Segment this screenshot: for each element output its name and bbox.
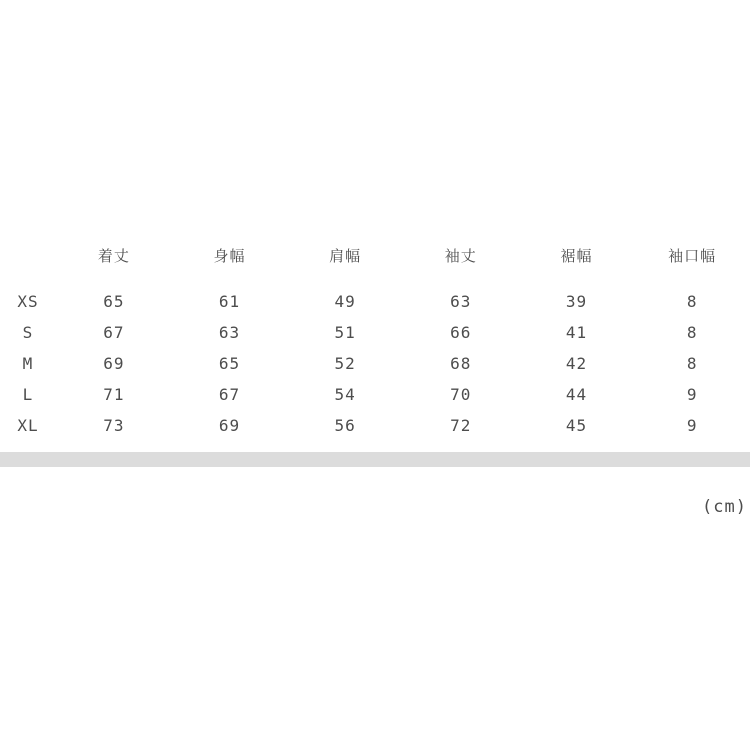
table-row-xs <box>0 286 750 317</box>
column-header-body-width: 身幅 <box>213 246 246 265</box>
column-header-shoulder-width: 肩幅 <box>329 246 362 265</box>
column-header-hem-width: 裾幅 <box>560 246 593 265</box>
table-cell: 70 <box>450 385 472 404</box>
table-cell: 49 <box>334 292 356 311</box>
table-cell: 69 <box>218 416 241 435</box>
table-row-s <box>0 317 750 348</box>
table-cell: 8 <box>686 323 698 342</box>
table-row-xl <box>0 410 750 441</box>
table-cell: 69 <box>103 354 125 373</box>
column-header-body-length: 着丈 <box>97 246 130 265</box>
table-cell: 63 <box>450 292 472 311</box>
table-cell: 73 <box>103 416 125 435</box>
table-cell: 9 <box>686 385 698 404</box>
table-row-l <box>0 379 750 410</box>
table-cell: 65 <box>218 354 241 373</box>
table-cell: 61 <box>218 292 241 311</box>
table-header-row <box>0 240 750 286</box>
table-cell: 68 <box>450 354 472 373</box>
size-label: XS <box>17 292 39 311</box>
size-chart-table <box>0 240 750 441</box>
table-row-m <box>0 348 750 379</box>
size-label: L <box>22 385 34 404</box>
size-label: XL <box>17 416 39 435</box>
table-cell: 42 <box>565 354 588 373</box>
divider-bar <box>0 452 750 467</box>
table-cell: 51 <box>334 323 356 342</box>
table-cell: 44 <box>565 385 588 404</box>
table-cell: 41 <box>565 323 588 342</box>
size-label: S <box>22 323 34 342</box>
table-cell: 45 <box>565 416 588 435</box>
unit-label: (cm) <box>702 497 747 517</box>
table-cell: 39 <box>565 292 588 311</box>
table-cell: 66 <box>450 323 472 342</box>
column-header-sleeve-length: 袖丈 <box>444 246 477 265</box>
column-header-cuff-width: 袖口幅 <box>668 246 717 265</box>
table-cell: 56 <box>334 416 356 435</box>
table-cell: 67 <box>103 323 125 342</box>
size-label: M <box>22 354 34 373</box>
table-cell: 71 <box>103 385 125 404</box>
table-cell: 63 <box>218 323 241 342</box>
table-cell: 54 <box>334 385 356 404</box>
table-cell: 67 <box>218 385 241 404</box>
size-column-header <box>0 240 56 286</box>
table-cell: 65 <box>103 292 125 311</box>
table-cell: 72 <box>450 416 472 435</box>
table-cell: 52 <box>334 354 356 373</box>
table-cell: 8 <box>686 292 698 311</box>
table-cell: 8 <box>686 354 698 373</box>
table-cell: 9 <box>686 416 698 435</box>
